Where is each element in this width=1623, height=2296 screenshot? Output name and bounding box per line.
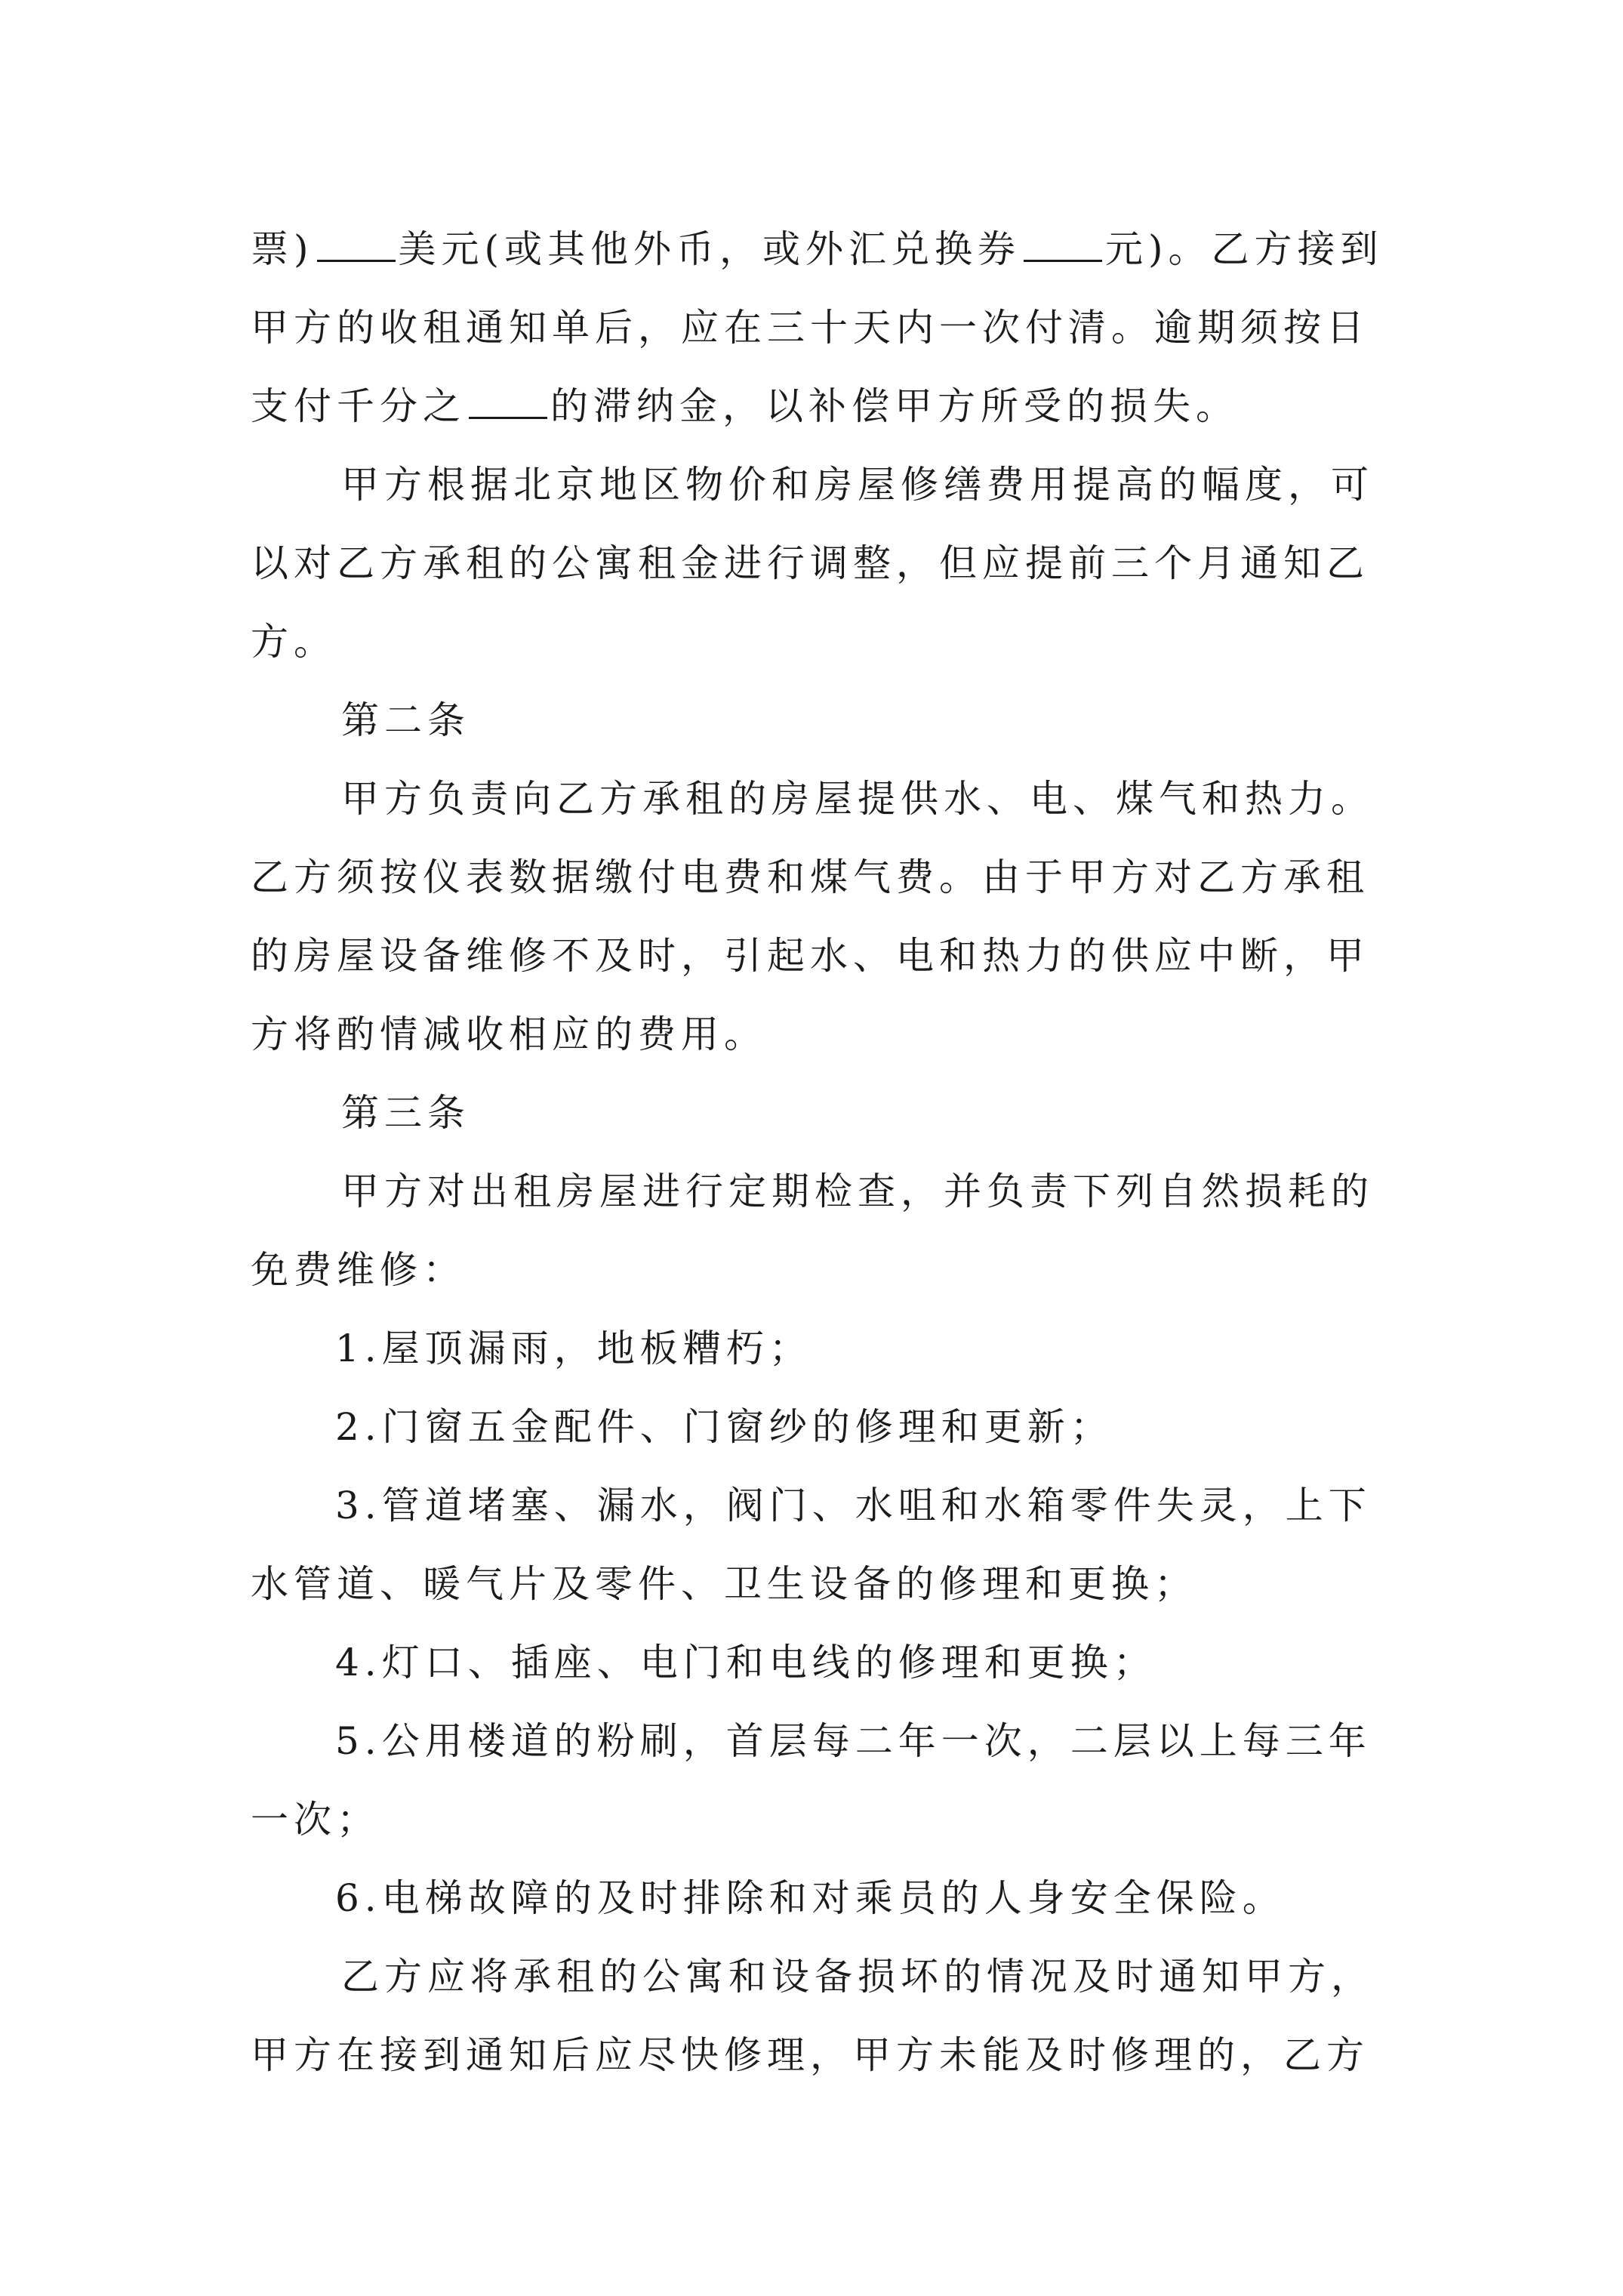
text-line: 以对乙方承租的公寓租金进行调整，但应提前三个月通知乙 [251, 541, 1369, 585]
numbered-item: 5.公用楼道的粉刷，首层每二年一次，二层以上每三年 [335, 1719, 1372, 1763]
line-fragment: 美元(或其他外币，或外汇兑换券 [398, 227, 1021, 271]
text-line: 水管道、暖气片及零件、卫生设备的修理和更换； [251, 1562, 1197, 1606]
text-line: 的房屋设备维修不及时，引起水、电和热力的供应中断，甲 [251, 934, 1369, 978]
paragraph-start: 甲方对出租房屋进行定期检查，并负责下列自然损耗的 [341, 1170, 1374, 1213]
paragraph-start: 甲方负责向乙方承租的房屋提供水、电、煤气和热力。 [341, 777, 1374, 821]
fill-in-blank [469, 388, 547, 419]
text-line: 甲方的收租通知单后，应在三十天内一次付清。逾期须按日 [251, 306, 1369, 350]
numbered-item: 3.管道堵塞、漏水，阀门、水咀和水箱零件失灵，上下 [335, 1484, 1372, 1527]
article-heading: 第三条 [341, 1091, 470, 1135]
text-line: 方将酌情减收相应的费用。 [251, 1012, 767, 1056]
numbered-item: 6.电梯故障的及时排除和对乘员的人身安全保险。 [335, 1876, 1286, 1920]
paragraph-start: 甲方根据北京地区物价和房屋修缮费用提高的幅度，可 [341, 463, 1374, 507]
text-line [251, 210, 1402, 288]
numbered-item: 2.门窗五金配件、门窗纱的修理和更新； [335, 1405, 1113, 1449]
text-line: 方。 [251, 620, 337, 664]
line-fragment: 票) [251, 227, 314, 271]
paragraph-start: 乙方应将承租的公寓和设备损坏的情况及时通知甲方， [341, 1955, 1374, 1999]
numbered-item: 4.灯口、插座、电门和电线的修理和更换； [335, 1641, 1156, 1684]
text-line [251, 367, 1402, 445]
line-fragment: 的滞纳金，以补偿甲方所受的损失。 [550, 384, 1239, 428]
text-line: 免费维修： [251, 1248, 466, 1292]
line-fragment: 元)。乙方接到 [1105, 227, 1384, 271]
text-line: 乙方须按仪表数据缴付电费和煤气费。由于甲方对乙方承租 [251, 855, 1369, 899]
numbered-item: 1.屋顶漏雨，地板糟朽； [335, 1327, 812, 1370]
fill-in-blank [317, 231, 396, 262]
article-heading: 第二条 [341, 698, 470, 742]
line-fragment: 支付千分之 [251, 384, 466, 428]
text-line: 一次； [251, 1798, 380, 1841]
document-body [251, 210, 1402, 2094]
fill-in-blank [1024, 231, 1102, 262]
text-line: 甲方在接到通知后应尽快修理，甲方未能及时修理的，乙方 [251, 2033, 1369, 2077]
